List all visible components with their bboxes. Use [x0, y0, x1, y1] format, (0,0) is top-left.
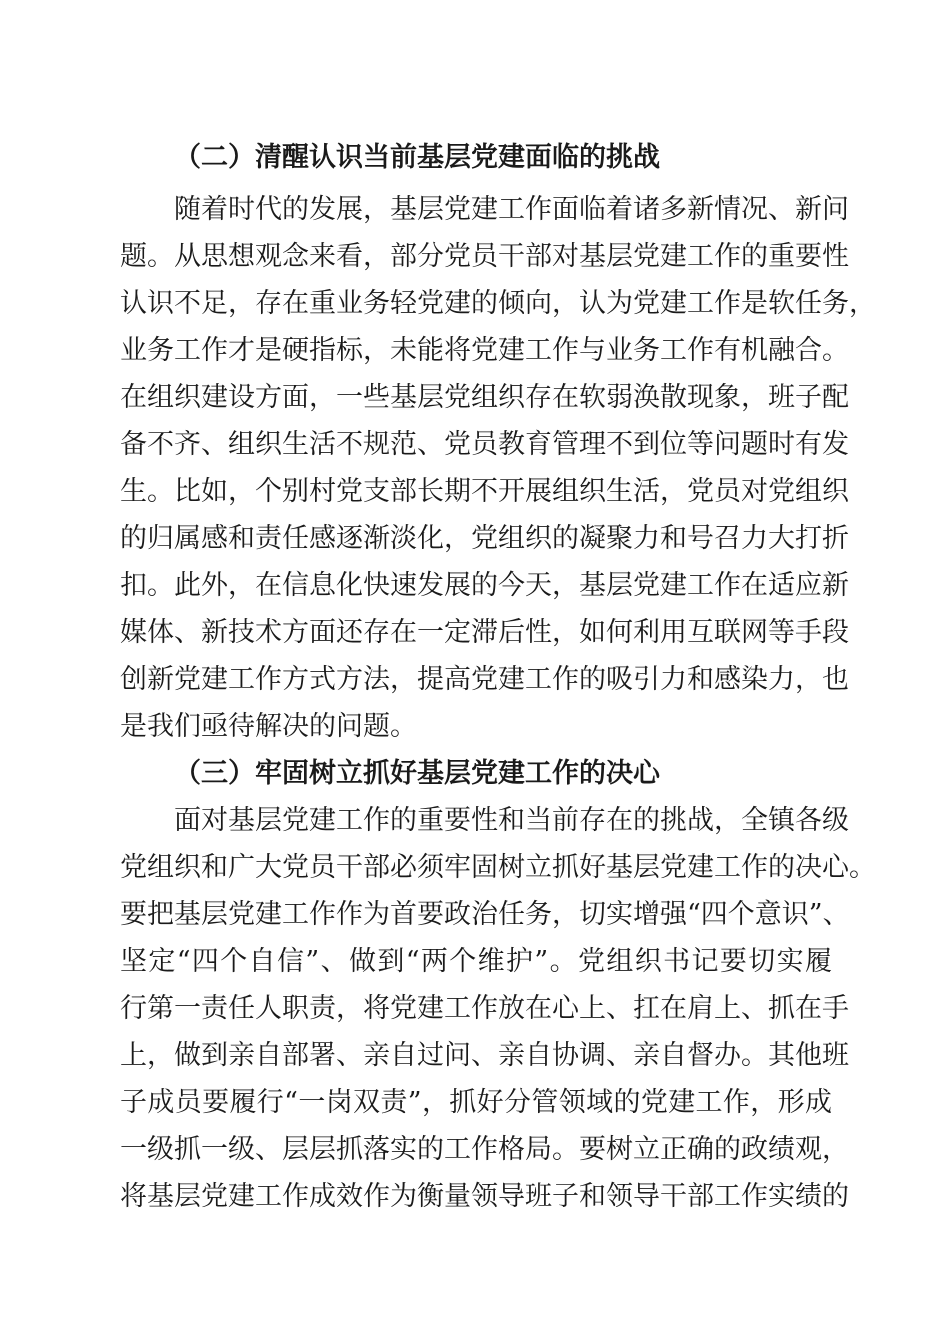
paragraph-line: 创新党建工作方式方法，提高党建工作的吸引力和感染力，也 [120, 664, 849, 695]
paragraph-line: 认识不足，存在重业务轻党建的倾向，认为党建工作是软任务， [120, 288, 876, 319]
section-heading-challenges: （二）清醒认识当前基层党建面临的挑战 [174, 142, 660, 173]
paragraph-line: 将基层党建工作成效作为衡量领导班子和领导干部工作实绩的 [120, 1181, 849, 1212]
paragraph-line: 的归属感和责任感逐渐淡化，党组织的凝聚力和号召力大打折 [120, 523, 849, 554]
paragraph-line: 随着时代的发展，基层党建工作面临着诸多新情况、新问 [174, 194, 849, 225]
paragraph-line: 生。比如，个别村党支部长期不开展组织生活，党员对党组织 [120, 476, 849, 507]
paragraph-line: 要把基层党建工作作为首要政治任务，切实增强“四个意识”、 [120, 899, 850, 930]
paragraph-line: 党组织和广大党员干部必须牢固树立抓好基层党建工作的决心。 [120, 852, 876, 883]
section-heading-determination: （三）牢固树立抓好基层党建工作的决心 [174, 758, 660, 789]
paragraph-line: 题。从思想观念来看，部分党员干部对基层党建工作的重要性 [120, 241, 849, 272]
paragraph-line: 在组织建设方面，一些基层党组织存在软弱涣散现象，班子配 [120, 382, 849, 413]
paragraph-line: 坚定“四个自信”、做到“两个维护”。党组织书记要切实履 [120, 946, 832, 977]
paragraph-line: 业务工作才是硬指标，未能将党建工作与业务工作有机融合。 [120, 335, 849, 366]
paragraph-line: 媒体、新技术方面还存在一定滞后性，如何利用互联网等手段 [120, 617, 849, 648]
paragraph-line: 上，做到亲自部署、亲自过问、亲自协调、亲自督办。其他班 [120, 1040, 849, 1071]
paragraph-line: 面对基层党建工作的重要性和当前存在的挑战，全镇各级 [174, 805, 849, 836]
paragraph-line: 行第一责任人职责，将党建工作放在心上、扛在肩上、抓在手 [120, 993, 849, 1024]
paragraph-line: 子成员要履行“一岗双责”，抓好分管领域的党建工作，形成 [120, 1087, 832, 1118]
paragraph-line: 扣。此外，在信息化快速发展的今天，基层党建工作在适应新 [120, 570, 849, 601]
paragraph-line: 备不齐、组织生活不规范、党员教育管理不到位等问题时有发 [120, 429, 849, 460]
paragraph-line: 是我们亟待解决的问题。 [120, 711, 417, 742]
paragraph-line: 一级抓一级、层层抓落实的工作格局。要树立正确的政绩观， [120, 1134, 849, 1165]
